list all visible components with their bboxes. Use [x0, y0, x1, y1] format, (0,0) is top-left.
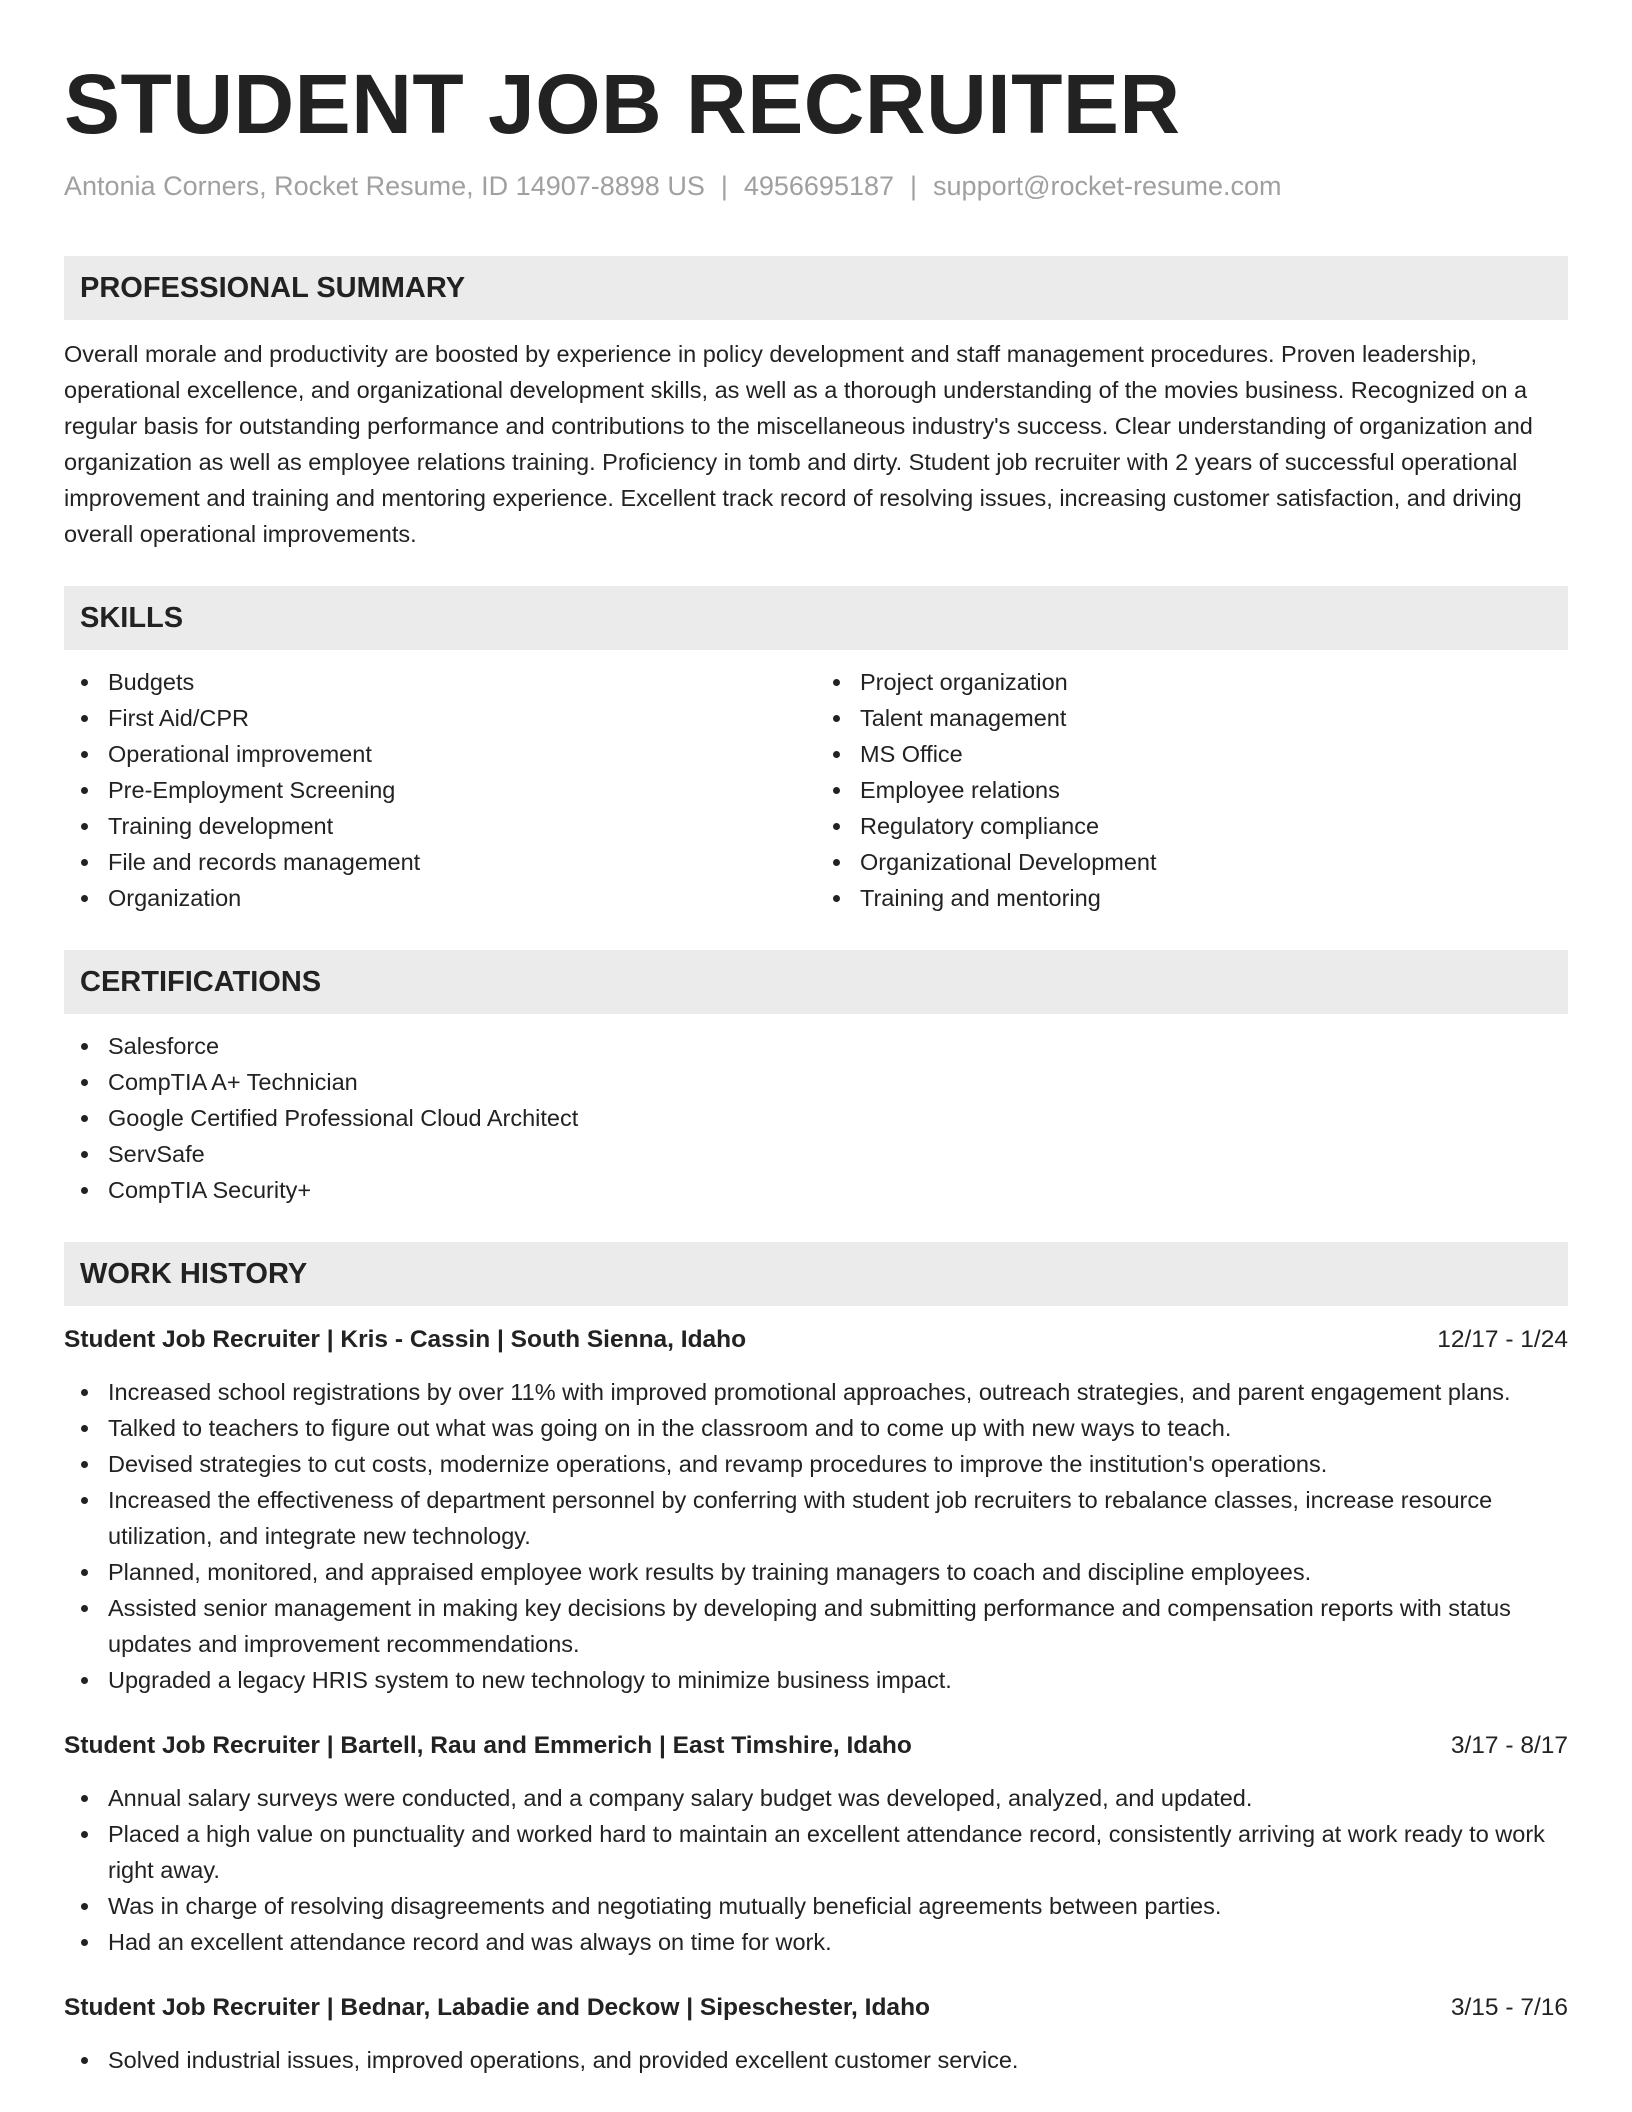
certification-item: Google Certified Professional Cloud Architect: [64, 1100, 1568, 1136]
skill-item: Organization: [64, 880, 816, 916]
certifications-list: [64, 1028, 1568, 1208]
contact-separator: |: [910, 171, 918, 201]
job-dates: 3/15 - 7/16: [1450, 1994, 1568, 2021]
job-bullet: Had an excellent attendance record and was always on time for work.: [64, 1924, 1568, 1960]
certification-item: ServSafe: [64, 1136, 1568, 1172]
certification-item: CompTIA A+ Technician: [64, 1064, 1568, 1100]
job-bullet: Planned, monitored, and appraised employee work results by training managers to coach and discipline employees.: [64, 1554, 1568, 1590]
contact-phone: 4956695187: [743, 171, 895, 201]
contact-separator: |: [720, 171, 728, 201]
job-header: [64, 1990, 1568, 2026]
job-header: [64, 1322, 1568, 1358]
section-heading-skills: SKILLS: [64, 586, 1568, 650]
certification-item: CompTIA Security+: [64, 1172, 1568, 1208]
skill-item: Budgets: [64, 664, 816, 700]
job-header: [64, 1728, 1568, 1764]
skill-item: Employee relations: [816, 772, 1568, 808]
skills-list-left: [64, 664, 816, 916]
job-bullets: [64, 2042, 1568, 2078]
job-title: Student Job Recruiter | Bednar, Labadie and Deckow | Sipeschester, Idaho: [64, 1994, 930, 2021]
summary-text: Overall morale and productivity are boosted by experience in policy development and staff management procedures. Proven leadership, operational excellence, and organizational development skills, as well as a thorough understanding of the movies business. Recognized on a regular basis for outstanding performance and contributions to the miscellaneous industry's success. Clear understanding of organization and organization as well as employee relations training. Proficiency in tomb and dirty. Student job recruiter with 2 years of successful operational improvement and training and mentoring experience. Excellent track record of resolving issues, increasing customer satisfaction, and driving overall operational improvements.: [64, 341, 1533, 547]
skill-item: Project organization: [816, 664, 1568, 700]
skill-item: First Aid/CPR: [64, 700, 816, 736]
skill-item: Training development: [64, 808, 816, 844]
job-bullet: Talked to teachers to figure out what was going on in the classroom and to come up with new ways to teach.: [64, 1410, 1568, 1446]
contact-line: [64, 168, 1568, 204]
job-bullet: Placed a high value on punctuality and worked hard to maintain an excellent attendance record, consistently arriving at work ready to work right away.: [64, 1816, 1568, 1888]
job-bullets: [64, 1374, 1568, 1698]
job-bullet: Assisted senior management in making key decisions by developing and submitting performance and compensation reports with status updates and improvement recommendations.: [64, 1590, 1568, 1662]
skill-item: Organizational Development: [816, 844, 1568, 880]
skill-item: Training and mentoring: [816, 880, 1568, 916]
job-bullet: Upgraded a legacy HRIS system to new technology to minimize business impact.: [64, 1662, 1568, 1698]
job-bullet: Increased the effectiveness of department personnel by conferring with student job recruiters to rebalance classes, increase resource utilization, and integrate new technology.: [64, 1482, 1568, 1554]
job-entry: [64, 1728, 1568, 1960]
candidate-name: STUDENT JOB RECRUITER: [64, 57, 1181, 151]
skill-item: Operational improvement: [64, 736, 816, 772]
skill-item: Talent management: [816, 700, 1568, 736]
skill-item: File and records management: [64, 844, 816, 880]
job-dates: 3/17 - 8/17: [1450, 1732, 1568, 1759]
job-title: Student Job Recruiter | Bartell, Rau and Emmerich | East Timshire, Idaho: [64, 1732, 912, 1759]
job-bullet: Was in charge of resolving disagreements and negotiating mutually beneficial agreements between parties.: [64, 1888, 1568, 1924]
job-entry: [64, 1322, 1568, 1698]
skill-item: Regulatory compliance: [816, 808, 1568, 844]
job-bullet: Solved industrial issues, improved operations, and provided excellent customer service.: [64, 2042, 1568, 2078]
skills-grid: [64, 650, 1568, 916]
job-title: Student Job Recruiter | Kris - Cassin | South Sienna, Idaho: [64, 1326, 747, 1353]
skills-list-right: [816, 664, 1568, 916]
skill-item: MS Office: [816, 736, 1568, 772]
job-bullet: Increased school registrations by over 11% with improved promotional approaches, outreach strategies, and parent engagement plans.: [64, 1374, 1568, 1410]
section-heading-certifications: CERTIFICATIONS: [64, 950, 1568, 1014]
contact-email: support@rocket-resume.com: [933, 171, 1282, 201]
section-heading-work-history: WORK HISTORY: [64, 1242, 1568, 1306]
section-heading-summary: PROFESSIONAL SUMMARY: [64, 256, 1568, 320]
certification-item: Salesforce: [64, 1028, 1568, 1064]
job-dates: 12/17 - 1/24: [1437, 1326, 1568, 1353]
job-bullet: Devised strategies to cut costs, modernize operations, and revamp procedures to improve the institution's operations.: [64, 1446, 1568, 1482]
skill-item: Pre-Employment Screening: [64, 772, 816, 808]
job-entry: [64, 1990, 1568, 2078]
contact-address: Antonia Corners, Rocket Resume, ID 14907-8898 US: [64, 171, 705, 201]
job-bullet: Annual salary surveys were conducted, and a company salary budget was developed, analyzed, and updated.: [64, 1780, 1568, 1816]
job-bullets: [64, 1780, 1568, 1960]
